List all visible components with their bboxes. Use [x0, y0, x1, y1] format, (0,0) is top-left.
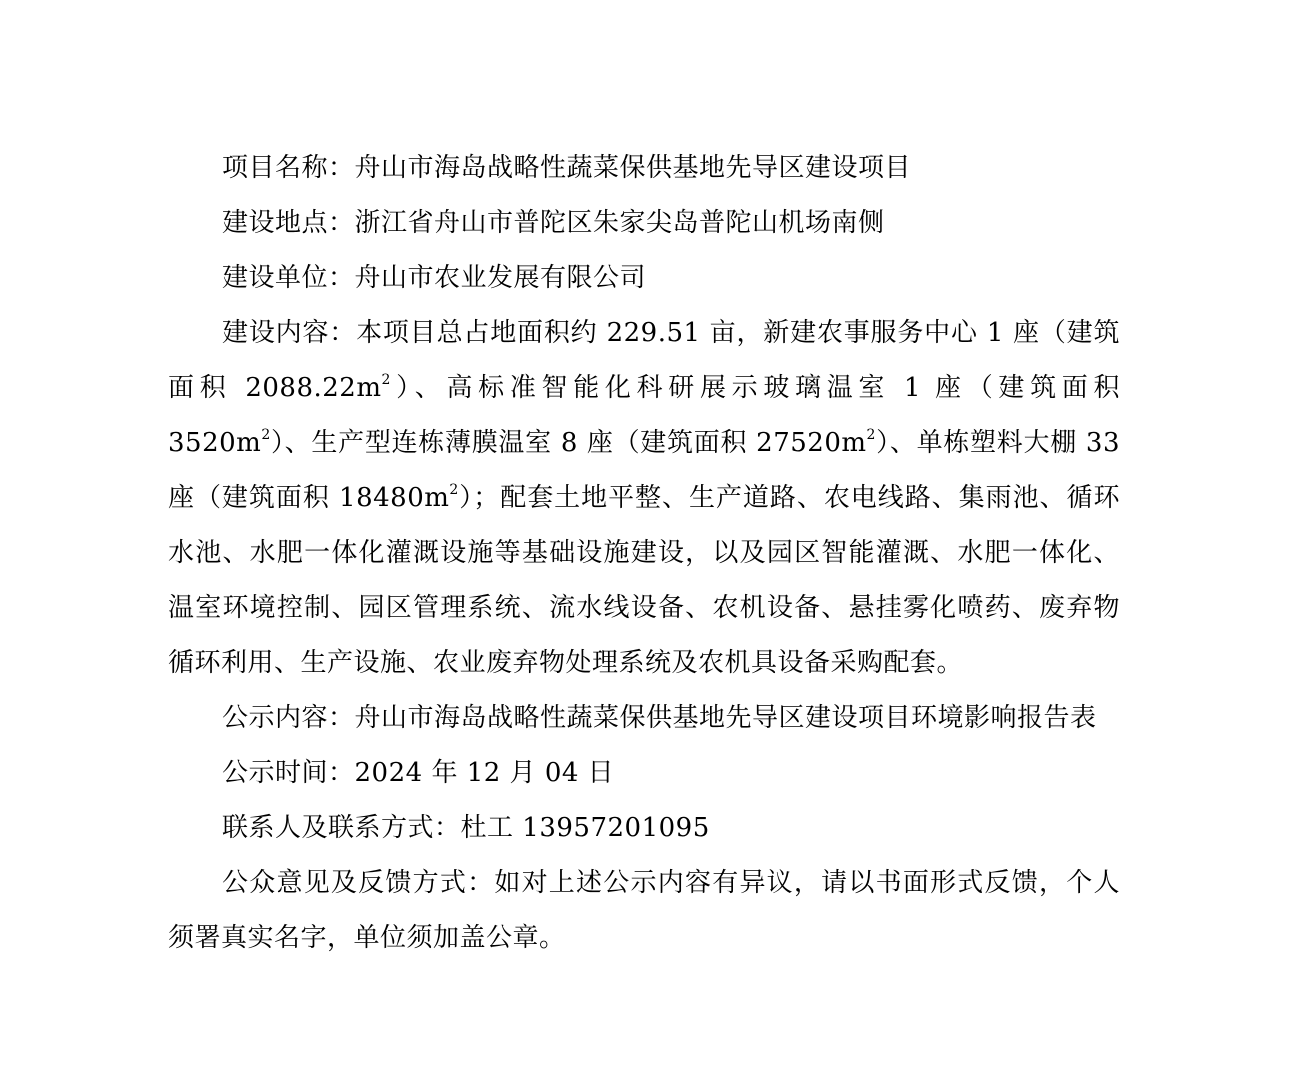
- contact-label: 联系人及联系方式：: [222, 813, 461, 843]
- superscript-2: 2: [866, 427, 876, 443]
- project-name-value: 舟山市海岛战略性蔬菜保供基地先导区建设项目: [354, 153, 912, 183]
- content-text-8: ）；配套土地平整、生产道路、农电线路、集雨池、循环水池、水肥: [168, 483, 1120, 568]
- unit-label: 建设单位：: [222, 263, 355, 293]
- superscript-2: 2: [261, 427, 271, 443]
- superscript-2: 2: [449, 482, 459, 498]
- feedback-text-1: 如对上述公示内容有异议，请以书面形式反馈，个人: [494, 868, 1120, 898]
- content-text-10: 制、园区管理系统、流水线设备、农机设备、悬挂雾化喷药、废弃物循环利用、: [168, 593, 1120, 678]
- location-paragraph: [168, 196, 1120, 251]
- content-text-2: 面积 2088.22m: [168, 373, 382, 403]
- superscript-2: 2: [381, 372, 391, 388]
- time-value: 2024 年 12 月 04 日: [354, 758, 615, 788]
- content-text-3: ）、高标准智能化科研展示玻璃温室 1 座（建筑面积 3520m: [168, 373, 1120, 458]
- content-text-6: ）、单栋塑料大棚 33 座（建筑面: [168, 428, 1120, 513]
- location-value: 浙江省舟山市普陀区朱家尖岛普陀山机场南侧: [354, 208, 885, 238]
- content-text-7: 积 18480m: [302, 483, 450, 513]
- content-text-9: 一体化灌溉设施等基础设施建设，以及园区智能灌溉、水肥一体化、温室环境控: [168, 538, 1120, 623]
- location-label: 建设地点：: [222, 208, 355, 238]
- content-paragraph: [168, 306, 1120, 691]
- content-text-1: 本项目总占地面积约 229.51 亩，新建农事服务中心 1 座（建筑: [356, 318, 1120, 348]
- unit-paragraph: [168, 251, 1120, 306]
- content-text-4: ）、: [270, 428, 312, 458]
- notice-document: [168, 141, 1120, 966]
- unit-value: 舟山市农业发展有限公司: [354, 263, 647, 293]
- contact-paragraph: [168, 801, 1120, 856]
- feedback-text-2: 须署真实名字，单位须加盖公章。: [168, 923, 566, 953]
- content-text-5: 生产型连栋薄膜温室 8 座（建筑面积 27520m: [311, 428, 867, 458]
- time-label: 公示时间：: [222, 758, 355, 788]
- publicity-paragraph: [168, 691, 1120, 746]
- project-name-label: 项目名称：: [222, 153, 355, 183]
- feedback-paragraph: [168, 856, 1120, 966]
- publicity-label: 公示内容：: [222, 703, 355, 733]
- content-text-11: 生产设施、农业废弃物处理系统及农机具设备采购配套。: [300, 648, 964, 678]
- contact-value: 杜工 13957201095: [460, 813, 710, 843]
- content-label: 建设内容：: [222, 318, 357, 348]
- time-paragraph: [168, 746, 1120, 801]
- publicity-value: 舟山市海岛战略性蔬菜保供基地先导区建设项目环境影响报告表: [354, 703, 1097, 733]
- feedback-label: 公众意见及反馈方式：: [222, 868, 495, 898]
- project-name-paragraph: [168, 141, 1120, 196]
